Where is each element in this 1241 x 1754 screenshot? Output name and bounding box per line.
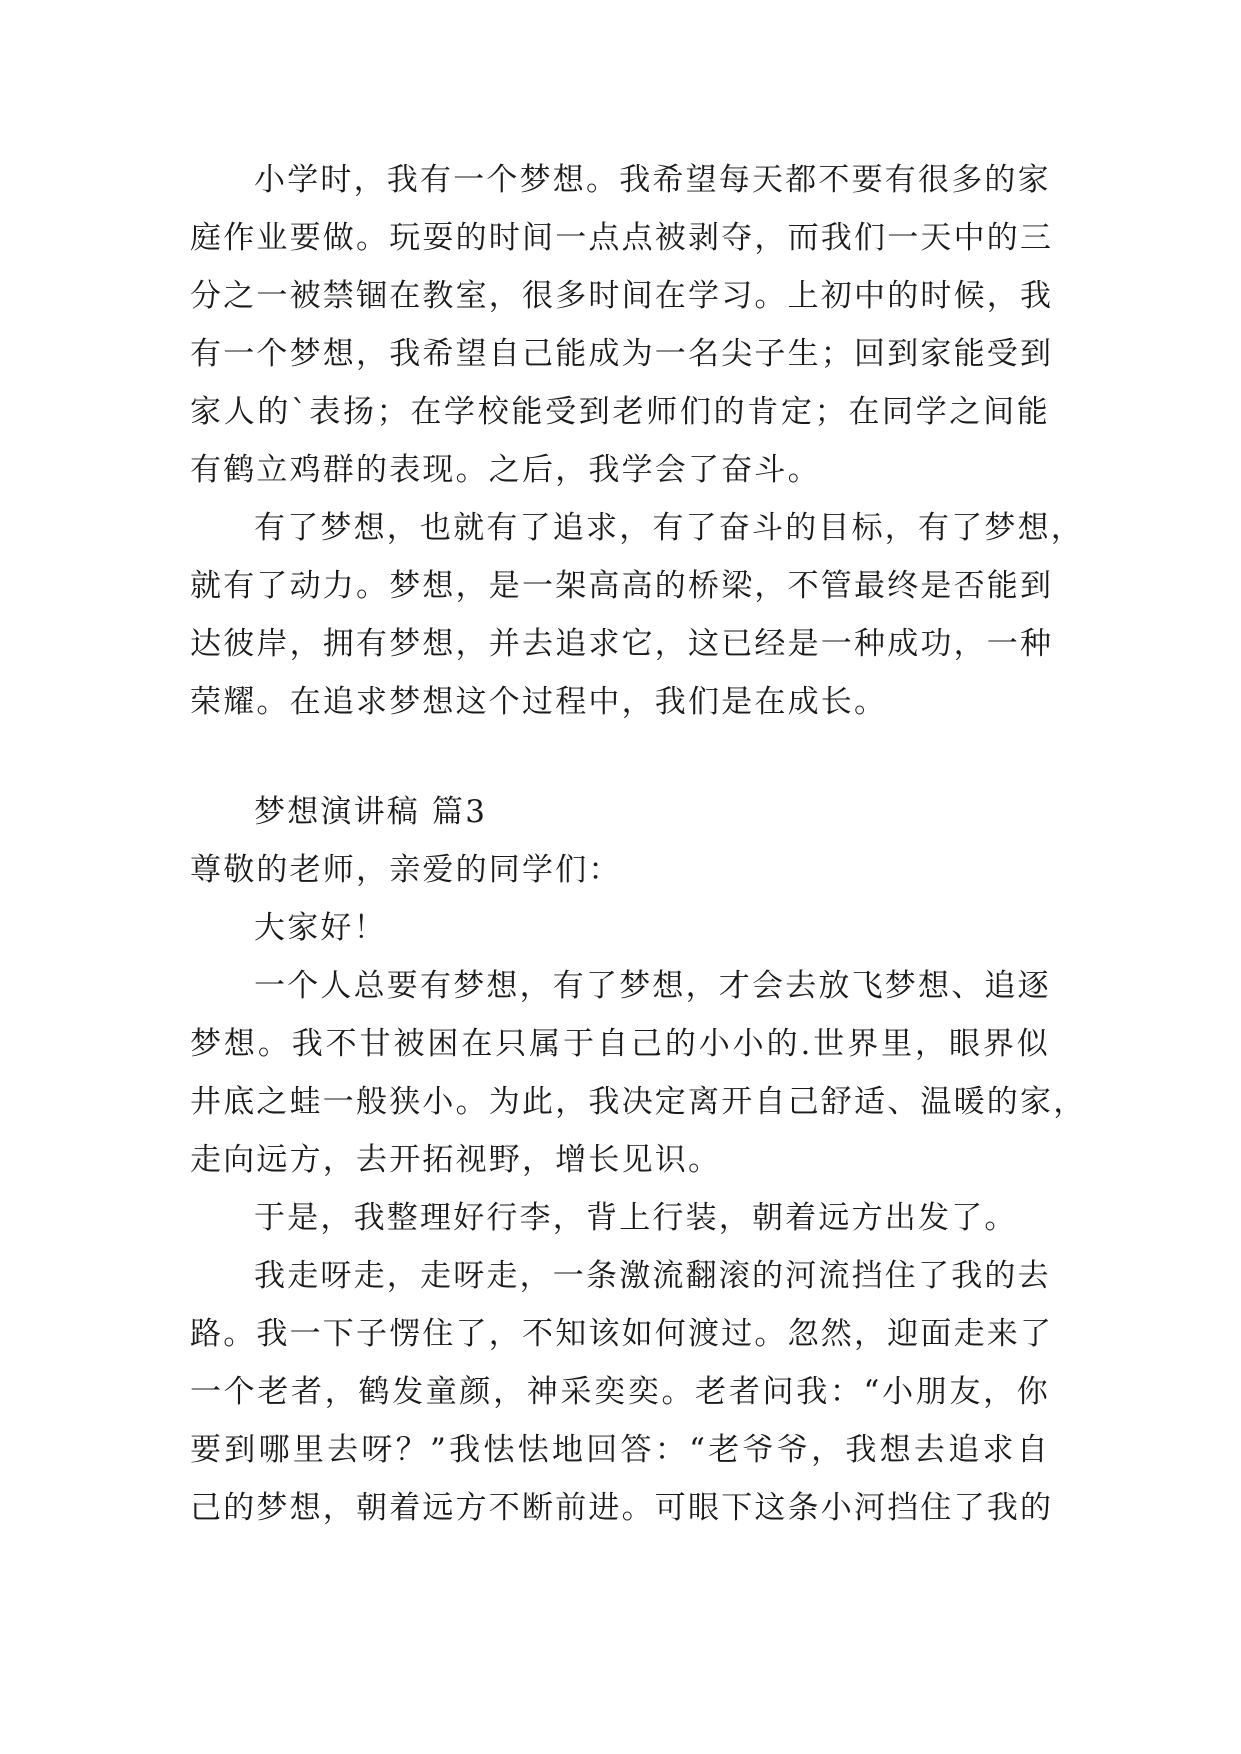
paragraph-5-line-1: 我走呀走，走呀走，一条激流翻滚的河流挡住了我的去 xyxy=(254,1258,1051,1294)
paragraph-5-line-4: 要到哪里去呀？”我怯怯地回答：“老爷爷，我想去追求自 xyxy=(190,1432,1050,1468)
section-heading: 梦想演讲稿 篇3 xyxy=(254,794,488,830)
paragraph-5-line-2: 路。我一下子愣住了，不知该如何渡过。忽然，迎面走来了 xyxy=(190,1316,1054,1352)
paragraph-1-line-3: 分之一被禁锢在教室，很多时间在学习。上初中的时候，我 xyxy=(190,278,1054,314)
paragraph-1-line-4: 有一个梦想，我希望自己能成为一名尖子生；回到家能受到 xyxy=(190,336,1054,372)
paragraph-2-line-3: 达彼岸，拥有梦想，并去追求它，这已经是一种成功，一种 xyxy=(190,626,1054,662)
salutation: 尊敬的老师，亲爱的同学们： xyxy=(190,852,622,888)
paragraph-2-line-1: 有了梦想，也就有了追求，有了奋斗的目标，有了梦想， xyxy=(254,510,1084,546)
greeting: 大家好！ xyxy=(254,910,387,946)
paragraph-1-line-6: 有鹤立鸡群的表现。之后，我学会了奋斗。 xyxy=(190,452,821,488)
paragraph-2-line-2: 就有了动力。梦想，是一架高高的桥梁，不管最终是否能到 xyxy=(190,568,1054,604)
paragraph-5-line-5: 己的梦想，朝着远方不断前进。可眼下这条小河挡住了我的 xyxy=(190,1490,1054,1526)
paragraph-4-line-1: 于是，我整理好行李，背上行装，朝着远方出发了。 xyxy=(254,1200,1018,1236)
paragraph-1-line-1: 小学时，我有一个梦想。我希望每天都不要有很多的家 xyxy=(254,162,1051,198)
paragraph-3-line-2: 梦想。我不甘被困在只属于自己的小小的.世界里，眼界似 xyxy=(190,1026,1050,1062)
paragraph-3-line-3: 井底之蛙一般狭小。为此，我决定离开自己舒适、温暖的家， xyxy=(190,1084,1087,1120)
paragraph-3-line-4: 走向远方，去开拓视野，增长见识。 xyxy=(190,1142,722,1178)
paragraph-3-line-1: 一个人总要有梦想，有了梦想，才会去放飞梦想、追逐 xyxy=(254,968,1051,1004)
paragraph-1-line-5: 家人的`表扬；在学校能受到老师们的肯定；在同学之间能 xyxy=(190,394,1050,430)
paragraph-2-line-4: 荣耀。在追求梦想这个过程中，我们是在成长。 xyxy=(190,684,888,720)
paragraph-1-line-2: 庭作业要做。玩耍的时间一点点被剥夺，而我们一天中的三 xyxy=(190,220,1054,256)
paragraph-5-line-3: 一个老者，鹤发童颜，神采奕奕。老者问我：“小朋友，你 xyxy=(190,1374,1050,1410)
